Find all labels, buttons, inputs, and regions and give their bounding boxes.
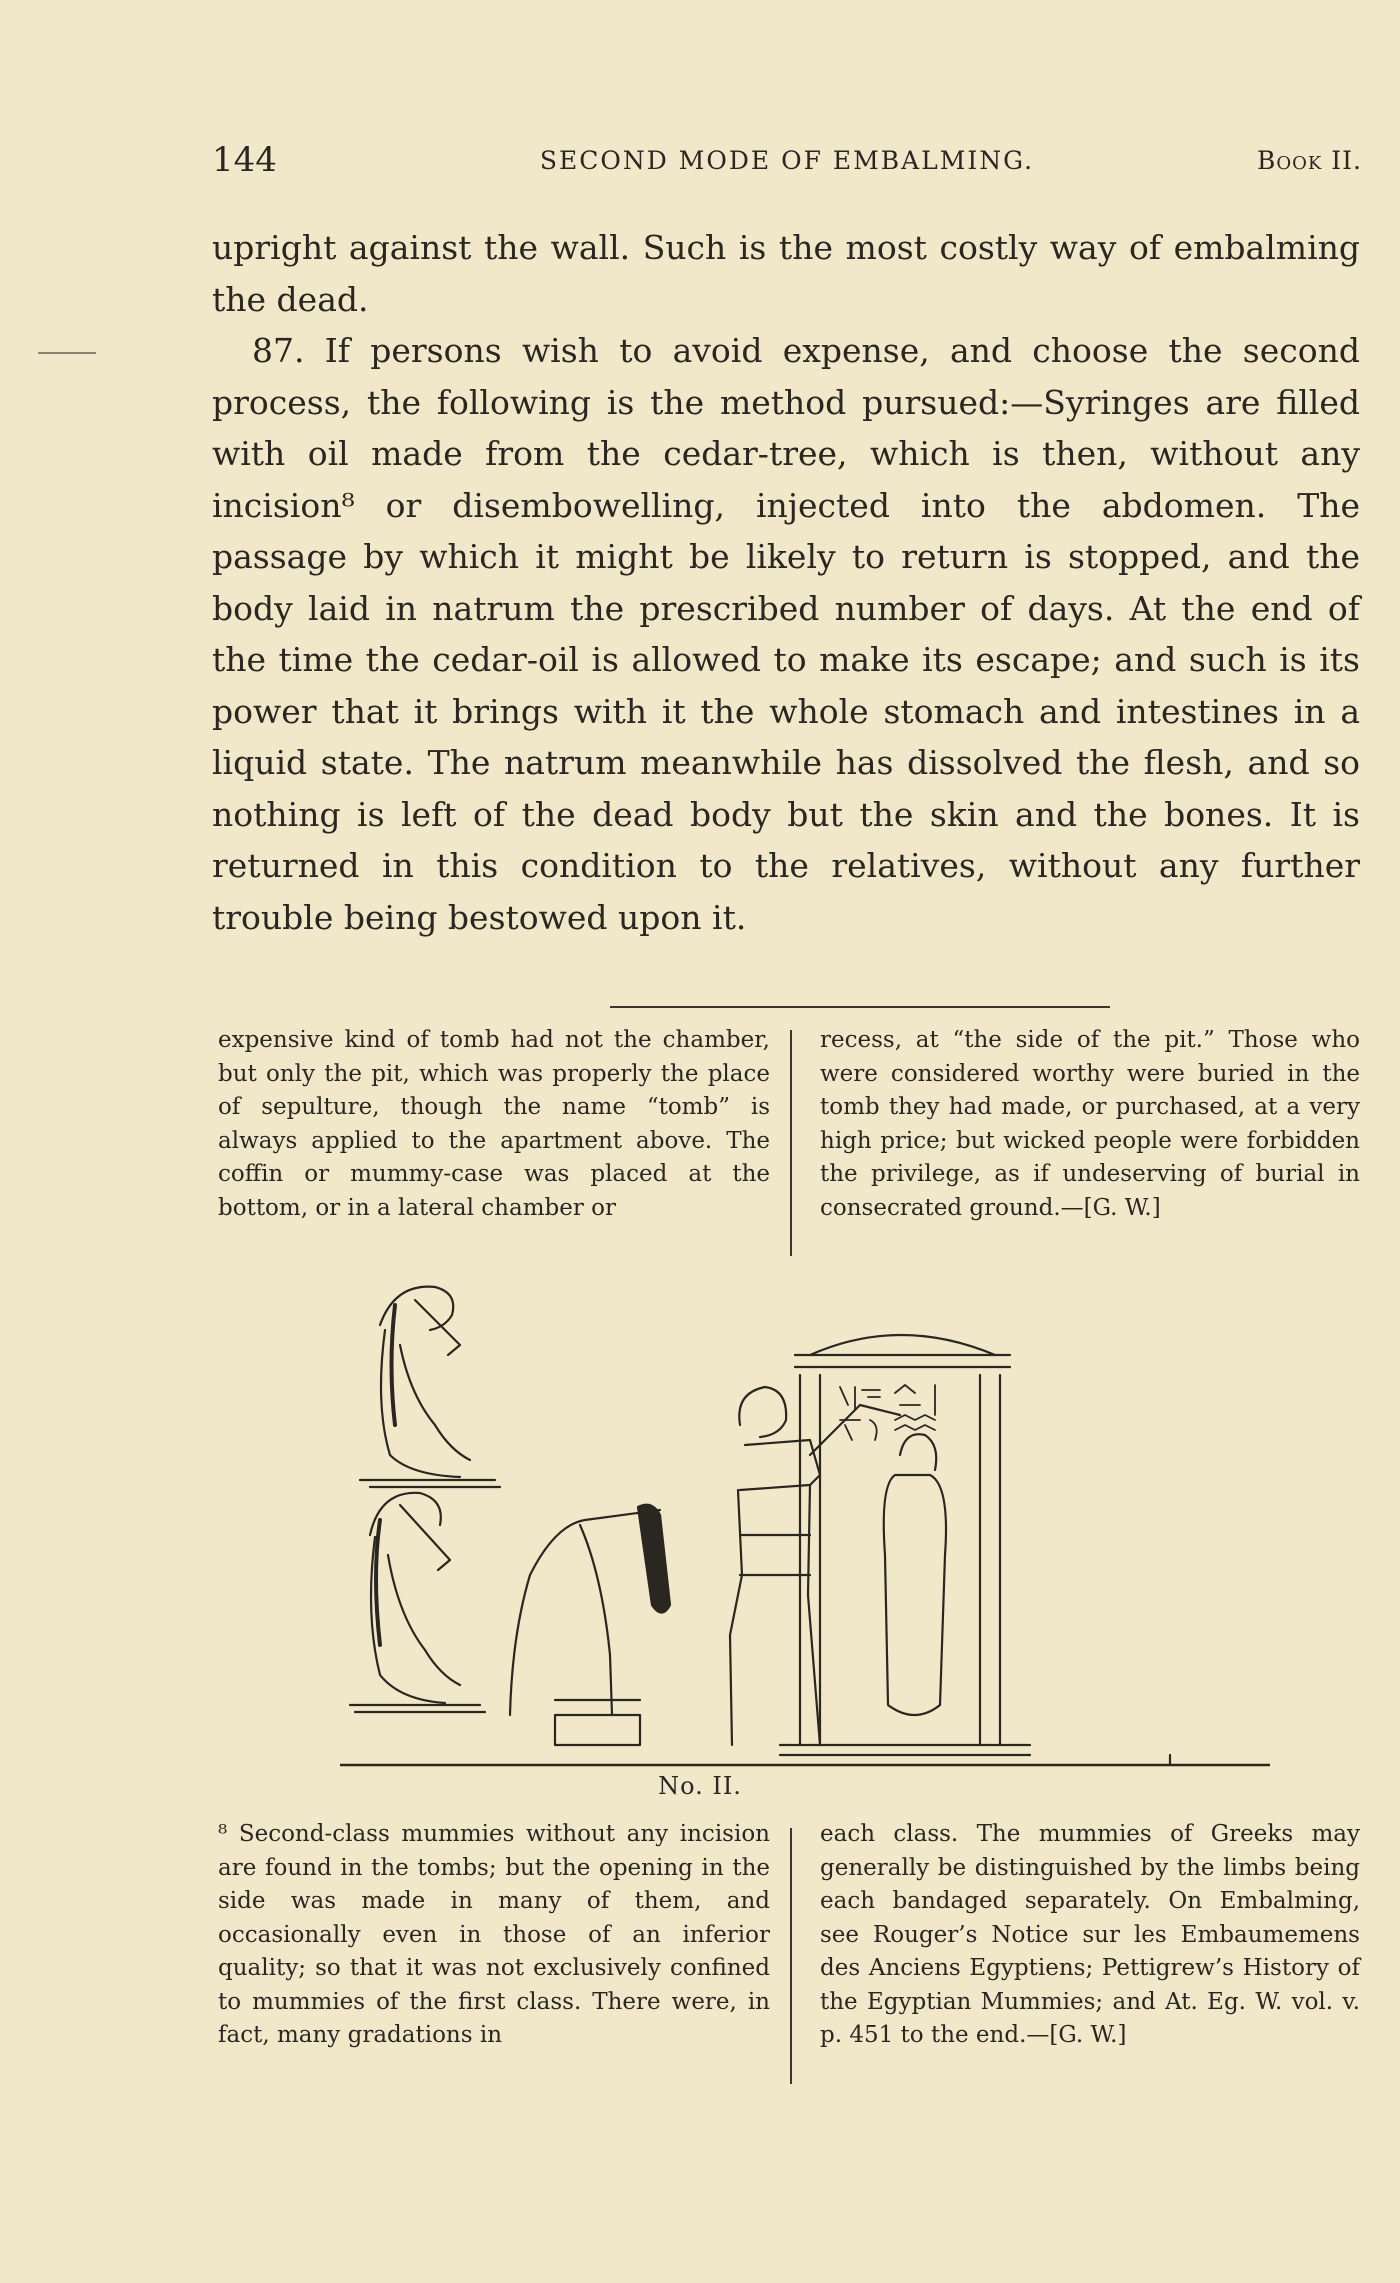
embalming-illustration [340, 1275, 1270, 1775]
page-number: 144 [212, 140, 277, 180]
footnote-top-left [218, 1024, 770, 1225]
footnote-8-text-right: each class. The mummies of Greeks may generally be distinguished by the limbs being each bandaged separately. On Embalming, see Rouger’s Notice sur les Embaumemens des Anciens Egyptiens; Pettigrew’s History of the Egyptian Mummies; and At. Eg. W. vol. v. p. 451 to the end.—[G. W.] [820, 1821, 1360, 2048]
footnote-top-right-text: recess, at “the side of the pit.” Those who were considered worthy were buried in the tomb they had made, or purchased, at a very high price; but wicked people were forbidden the privilege, as if undeserving of burial in consecrated ground.—[G. W.] [820, 1027, 1360, 1221]
footnote-top-left-text: expensive kind of tomb had not the chamber, but only the pit, which was properly the place of sepulture, though the name “tomb” is always applied to the apartment above. The coffin or mummy-case was placed at the bottom, or in a lateral chamber or [218, 1027, 770, 1221]
bending-mourner [510, 1510, 660, 1745]
kneeling-mourner-lower [350, 1493, 485, 1712]
figure-caption: No. II. [658, 1772, 742, 1800]
shrine [780, 1335, 1030, 1755]
margin-mark [38, 352, 96, 354]
running-title: SECOND MODE OF EMBALMING. [539, 146, 1035, 175]
footnote-8-text-left: ⁸ Second-class mummies without any incision are found in the tombs; but the opening in the side was made in many of them, and occasionally even in those of an inferior quality; so that it was not exclusively confined to mummies of the first class. There were, in fact, many gradations in [218, 1821, 770, 2048]
paragraph-87: 87. If persons wish to avoid expense, and choose the second process, the following is the method pursued:—Syringes are filled with oil made from the cedar-tree, which is then, without any incision⁸ or disembowelling, injected into the abdomen. The passage by which it might be likely to return is stopped, and the body laid in natrum the prescribed number of days. At the end of the time the cedar-oil is allowed to make its escape; and such is its power that it brings with it the whole stomach and intestines in a liquid state. The natrum meanwhile has dissolved the flesh, and so nothing is left of the dead body but the skin and the bones. It is returned in this condition to the relatives, without any further trouble being bestowed upon it. [212, 331, 1360, 937]
main-text [212, 222, 1360, 943]
column-separator-bottom [790, 1828, 792, 2084]
footnote-8-right [820, 1818, 1360, 2053]
paragraph-continuation: upright against the wall. Such is the most costly way of embalming the dead. [212, 228, 1360, 319]
column-separator-top [790, 1030, 792, 1256]
book-label: Book II. [1257, 146, 1362, 175]
footnote-8-left [218, 1818, 770, 2053]
footnote-rule [610, 1006, 1110, 1008]
running-header [212, 140, 1362, 184]
kneeling-mourner-upper [360, 1287, 500, 1487]
footnote-top-right [820, 1024, 1360, 1225]
